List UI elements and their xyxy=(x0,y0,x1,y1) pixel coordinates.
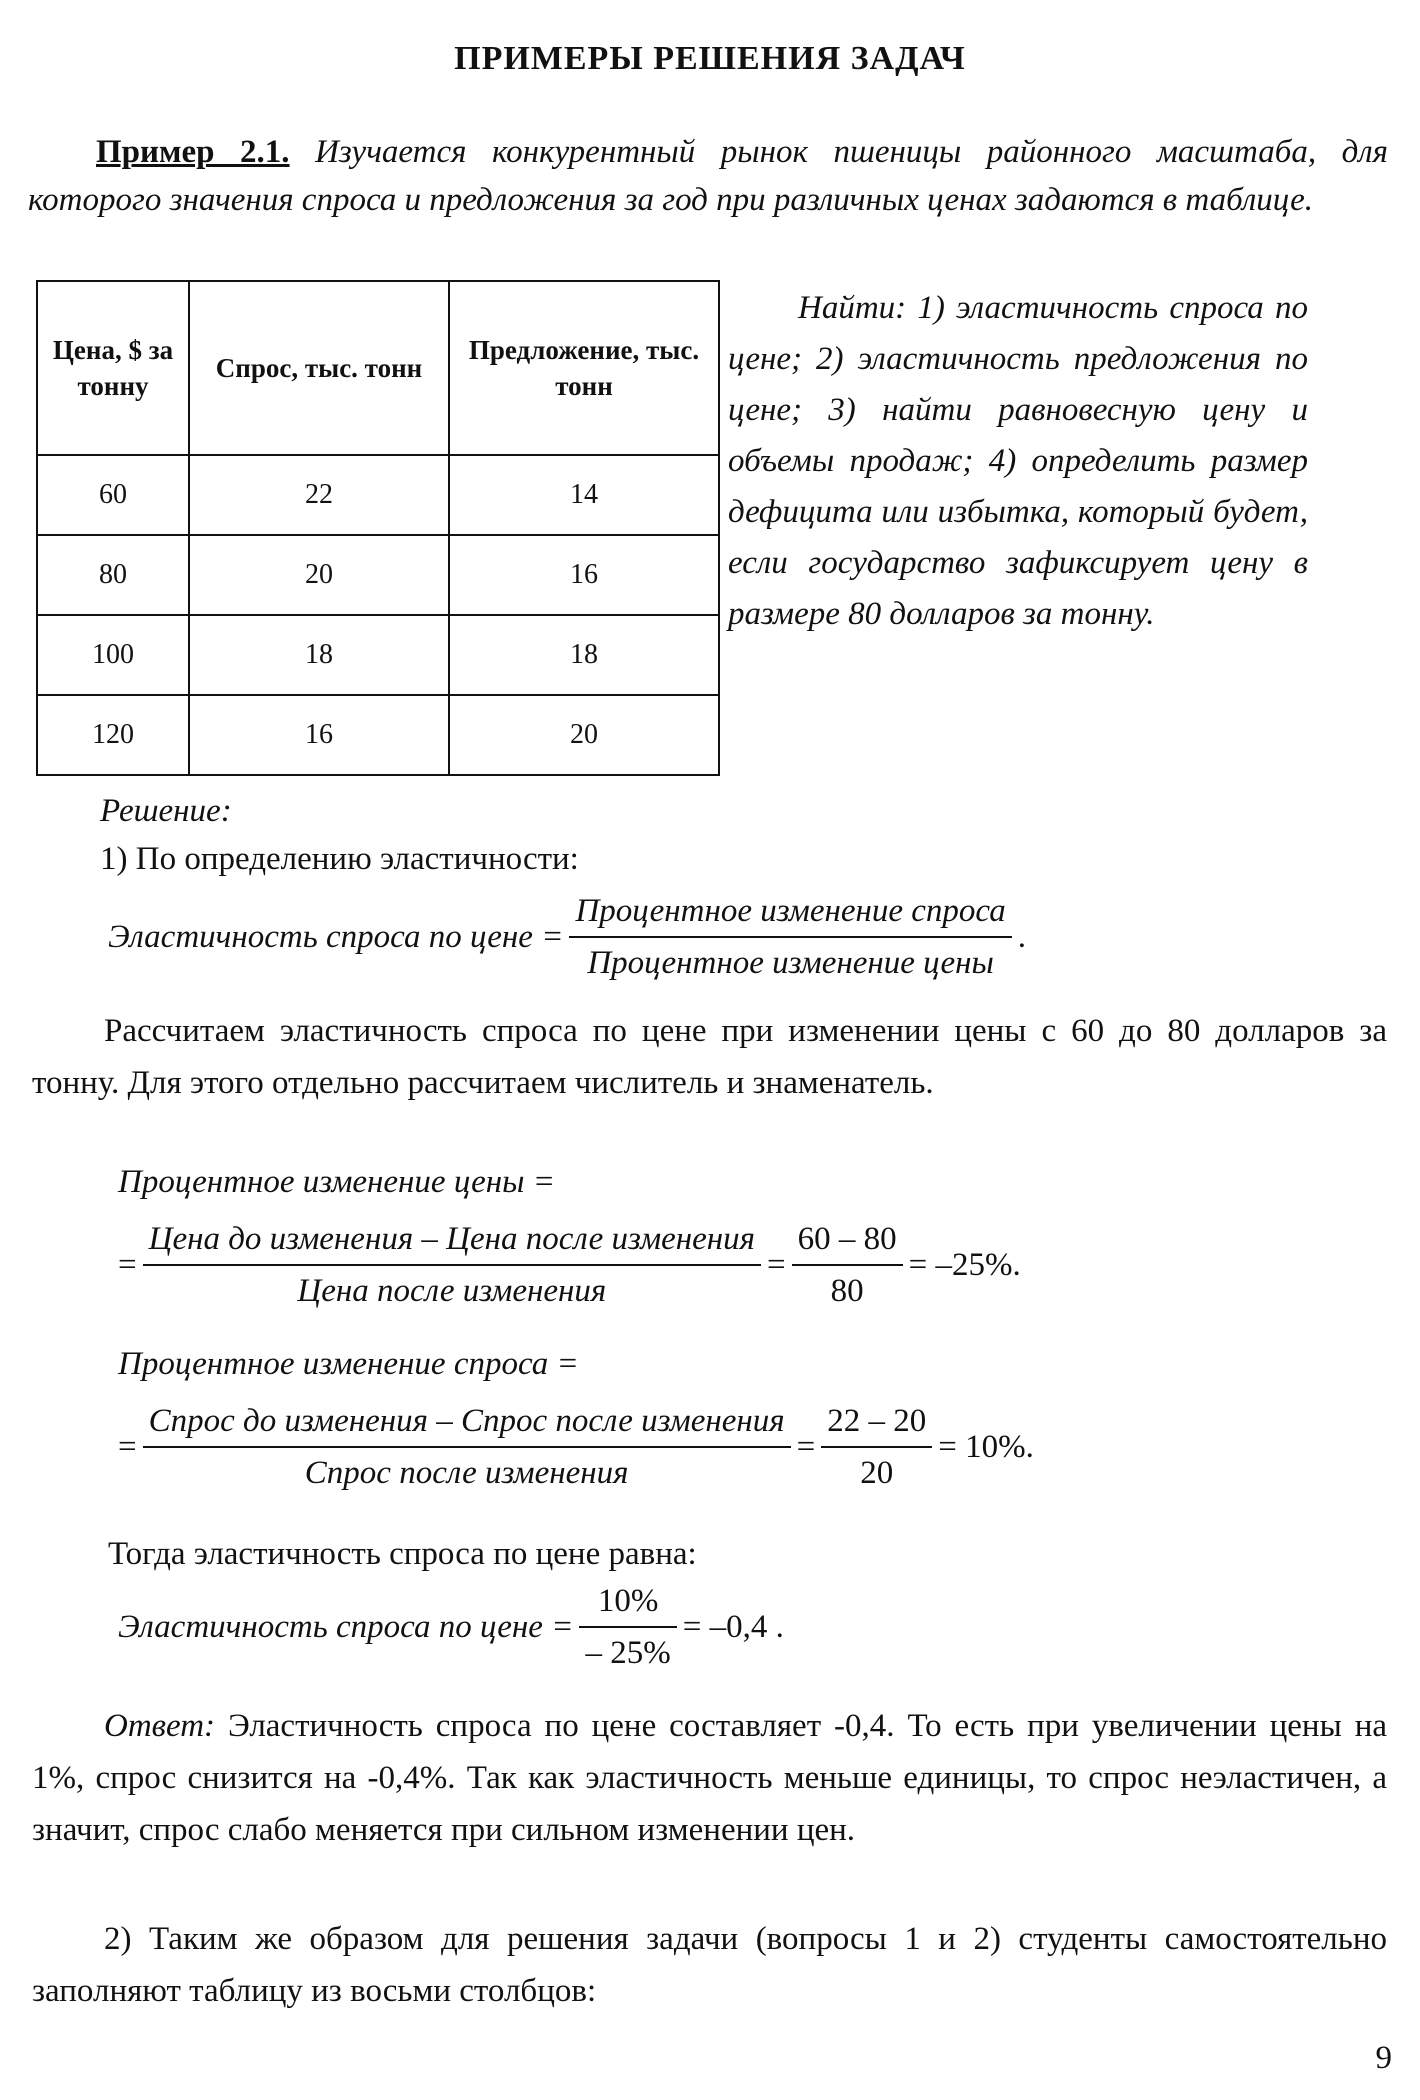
fraction-denominator: Спрос после изменения xyxy=(304,1455,629,1491)
fraction-bar xyxy=(821,1446,932,1448)
table-row xyxy=(37,535,719,615)
price-change-label: Процентное изменение цены = xyxy=(118,1164,556,1200)
formula-equals: = xyxy=(796,1428,816,1465)
table-row xyxy=(37,455,719,535)
formula-equals: = xyxy=(118,1246,137,1283)
fraction xyxy=(821,1400,932,1494)
fraction xyxy=(792,1218,903,1312)
formula-equals: = xyxy=(767,1246,786,1283)
fraction-numerator: Процентное изменение спроса xyxy=(575,893,1006,929)
header-supply: Предложение, тыс. тонн xyxy=(449,281,719,455)
fraction-bar xyxy=(579,1626,676,1628)
fraction-denominator: Процентное изменение цены xyxy=(587,945,994,981)
cell-demand: 22 xyxy=(189,455,449,535)
solution-heading: Решение: xyxy=(100,793,232,829)
formula-price-change xyxy=(118,1218,1021,1312)
table-row xyxy=(37,695,719,775)
fraction-denominator: 80 xyxy=(830,1273,864,1309)
cell-supply: 20 xyxy=(449,695,719,775)
answer-text: Эластичность спроса по цене составляет -0,4. То есть при увеличении цены на 1%, спрос снизится на -0,4%. Так как эластичность меньше единицы, то спрос неэластичен, а значит, спрос слабо меняется при сильном изменении цен. xyxy=(32,1708,1387,1848)
formula-lhs: Эластичность спроса по цене = xyxy=(118,1608,574,1645)
fraction-bar xyxy=(143,1264,761,1266)
cell-demand: 20 xyxy=(189,535,449,615)
fraction xyxy=(579,1580,676,1674)
cell-price: 120 xyxy=(37,695,189,775)
formula-result: = –25% xyxy=(908,1246,1013,1283)
formula-result: = 10% xyxy=(938,1428,1026,1465)
fraction-numerator: 10% xyxy=(597,1583,659,1619)
formula-equals: = xyxy=(118,1428,137,1465)
fraction-numerator: 22 – 20 xyxy=(827,1403,927,1439)
formula-end: . xyxy=(1017,918,1026,955)
example-text: Изучается конкурентный рынок пшеницы районного масштаба, для которого значения спроса и предложения за год при различных ценах задаются в таблице. xyxy=(28,134,1389,218)
cell-demand: 16 xyxy=(189,695,449,775)
task-text: Найти: 1) эластичность спроса по цене; 2) эластичность предложения по цене; 3) найти равновесную цену и объемы продаж; 4) определить размер дефицита или избытка, который будет, если государство зафиксирует цену в размере 80 долларов за тонну. xyxy=(728,290,1308,632)
cell-price: 100 xyxy=(37,615,189,695)
formula-end: . xyxy=(1025,1428,1034,1465)
table-row xyxy=(37,615,719,695)
table-header-row xyxy=(37,281,719,455)
page-number: 9 xyxy=(1375,2040,1392,2076)
supply-demand-table xyxy=(36,280,720,776)
paragraph-calculation-intro: Рассчитаем эластичность спроса по цене при изменении цены с 60 до 80 долларов за тонну. Для этого отдельно рассчитаем числитель и знаменатель. xyxy=(32,1013,1387,1101)
demand-change-label: Процентное изменение спроса = xyxy=(118,1346,579,1382)
formula-lhs: Эластичность спроса по цене = xyxy=(108,918,564,955)
header-demand: Спрос, тыс. тонн xyxy=(189,281,449,455)
answer-label: Ответ: xyxy=(104,1708,216,1744)
formula-elasticity-result xyxy=(118,1580,784,1674)
fraction-bar xyxy=(569,936,1011,938)
cell-price: 60 xyxy=(37,455,189,535)
fraction-bar xyxy=(143,1446,791,1448)
formula-result: = –0,4 . xyxy=(682,1608,784,1645)
fraction-denominator: Цена после изменения xyxy=(297,1273,607,1309)
fraction-denominator: – 25% xyxy=(585,1635,671,1671)
fraction xyxy=(143,1400,791,1494)
cell-supply: 16 xyxy=(449,535,719,615)
header-price: Цена, $ за тонну xyxy=(37,281,189,455)
cell-supply: 14 xyxy=(449,455,719,535)
cell-price: 80 xyxy=(37,535,189,615)
step1-intro: 1) По определению эластичности: xyxy=(100,841,579,877)
then-text: Тогда эластичность спроса по цене равна: xyxy=(108,1536,697,1572)
cell-demand: 18 xyxy=(189,615,449,695)
task-description xyxy=(728,283,1308,640)
answer-paragraph xyxy=(32,1700,1387,1856)
example-label: Пример 2.1. xyxy=(96,134,290,170)
fraction xyxy=(569,890,1011,984)
formula-end: . xyxy=(1012,1246,1021,1283)
cell-supply: 18 xyxy=(449,615,719,695)
example-statement xyxy=(28,128,1388,224)
fraction xyxy=(143,1218,761,1312)
formula-demand-change xyxy=(118,1400,1034,1494)
step2-paragraph: 2) Таким же образом для решения задачи (вопросы 1 и 2) студенты самостоятельно заполняют таблицу из восьми столбцов: xyxy=(32,1921,1387,2009)
fraction-numerator: Цена до изменения – Цена после изменения xyxy=(148,1221,755,1257)
fraction-denominator: 20 xyxy=(860,1455,894,1491)
fraction-bar xyxy=(792,1264,903,1266)
page-title: ПРИМЕРЫ РЕШЕНИЯ ЗАДАЧ xyxy=(454,40,966,77)
formula-elasticity-definition xyxy=(108,890,1026,984)
fraction-numerator: Спрос до изменения – Спрос после изменения xyxy=(148,1403,785,1439)
fraction-numerator: 60 – 80 xyxy=(797,1221,897,1257)
